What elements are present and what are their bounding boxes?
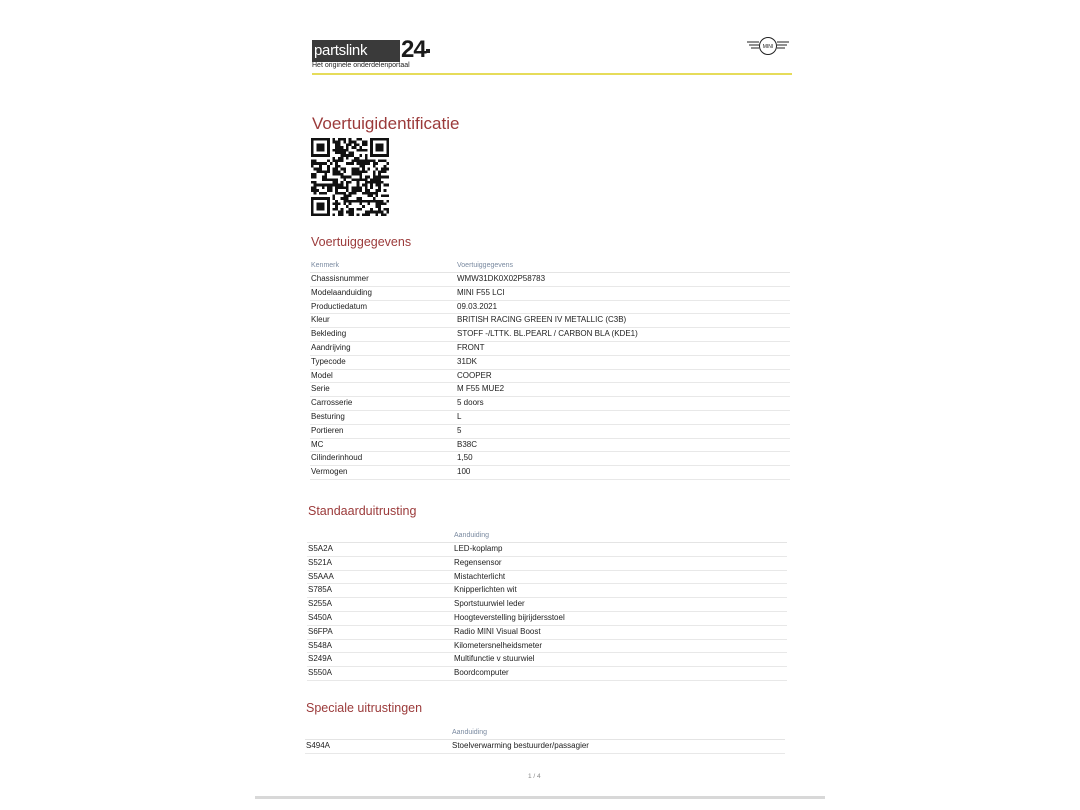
standard-equipment-row: [307, 667, 787, 681]
special-equipment-table: [305, 728, 785, 754]
cell-label: Aandrijving: [311, 342, 351, 352]
cell-desc: Kilometersnelheidsmeter: [454, 640, 543, 650]
standard-equipment-row: [307, 557, 787, 571]
standard-equipment-row: [307, 612, 787, 626]
vehicle-data-row: [310, 356, 790, 370]
vehicle-data-row: [310, 439, 790, 453]
cell-label: Portieren: [311, 425, 344, 435]
vehicle-data-row: [310, 466, 790, 480]
logo-dot: [426, 49, 430, 53]
cell-value: FRONT: [457, 342, 485, 352]
vehicle-data-row: [310, 342, 790, 356]
cell-label: Modelaanduiding: [311, 287, 372, 297]
cell-value: 5 doors: [457, 398, 484, 408]
cell-value: STOFF -/LTTK. BL.PEARL / CARBON BLA (KDE1): [457, 329, 638, 339]
cell-label: Productiedatum: [311, 301, 368, 311]
page-number: 1 / 4: [528, 773, 541, 780]
cell-code: S249A: [308, 654, 333, 664]
vehicle-data-row: [310, 411, 790, 425]
cell-value: 100: [457, 467, 471, 477]
cell-value: 5: [457, 425, 462, 435]
cell-label: Kleur: [311, 315, 330, 325]
standard-equipment-row: [307, 653, 787, 667]
vehicle-data-row: [310, 301, 790, 315]
cell-desc: Knipperlichten wit: [454, 585, 517, 595]
cell-value: L: [457, 411, 462, 421]
standard-equipment-heading: Standaarduitrusting: [308, 504, 417, 518]
header-divider: [312, 73, 792, 75]
page-edge: [255, 796, 825, 799]
cell-label: Cilinderinhoud: [311, 453, 363, 463]
column-header-description: Aanduiding: [452, 729, 488, 736]
standard-equipment-row: [307, 598, 787, 612]
cell-desc: Sportstuurwiel leder: [454, 599, 525, 609]
vehicle-data-row: [310, 425, 790, 439]
vehicle-data-row: [310, 314, 790, 328]
cell-value: 1,50: [457, 453, 473, 463]
cell-label: MC: [311, 439, 324, 449]
cell-code: S494A: [306, 741, 331, 750]
standard-equipment-row: [307, 626, 787, 640]
svg-text:MINI: MINI: [762, 44, 774, 50]
standard-equipment-row: [307, 584, 787, 598]
cell-value: 09.03.2021: [457, 301, 498, 311]
table-header: [305, 728, 785, 740]
vehicle-data-row: [310, 273, 790, 287]
cell-code: S550A: [308, 668, 333, 678]
cell-value: 31DK: [457, 356, 478, 366]
standard-equipment-row: [307, 543, 787, 557]
cell-desc: LED-koplamp: [454, 544, 503, 553]
column-header-description: Aanduiding: [454, 532, 490, 539]
page-title: Voertuigidentificatie: [312, 114, 460, 133]
special-equipment-row: [305, 740, 785, 754]
cell-code: S255A: [308, 599, 333, 609]
cell-label: Vermogen: [311, 467, 348, 477]
cell-value: M F55 MUE2: [457, 384, 505, 394]
cell-value: BRITISH RACING GREEN IV METALLIC (C3B): [457, 315, 627, 325]
logo-text: partslink: [312, 40, 400, 62]
cell-label: Model: [311, 370, 333, 380]
cell-value: COOPER: [457, 370, 492, 380]
vehicle-data-row: [310, 287, 790, 301]
vehicle-data-row: [310, 452, 790, 466]
cell-desc: Boordcomputer: [454, 668, 509, 678]
logo-number: 24: [401, 36, 426, 63]
cell-desc: Multifunctie v stuurwiel: [454, 654, 535, 664]
vehicle-data-table: [310, 261, 790, 480]
cell-code: S450A: [308, 612, 333, 622]
cell-desc: Regensensor: [454, 557, 502, 567]
cell-value: WMW31DK0X02P58783: [457, 274, 546, 283]
cell-desc: Hoogteverstelling bijrijdersstoel: [454, 612, 565, 622]
cell-label: Serie: [311, 384, 330, 394]
cell-label: Bekleding: [311, 329, 347, 339]
column-header-vehicle-data: Voertuiggegevens: [457, 262, 514, 269]
mini-brand-icon: [746, 36, 790, 58]
cell-desc: Radio MINI Visual Boost: [454, 626, 541, 636]
cell-code: S6FPA: [308, 626, 333, 636]
cell-value: B38C: [457, 439, 478, 449]
cell-desc: Mistachterlicht: [454, 571, 506, 581]
special-equipment-heading: Speciale uitrustingen: [306, 701, 423, 715]
cell-code: S521A: [308, 557, 333, 567]
cell-code: S5A2A: [308, 544, 333, 553]
vehicle-data-row: [310, 397, 790, 411]
cell-label: Besturing: [311, 411, 345, 421]
standard-equipment-table: [307, 531, 787, 681]
cell-code: S5AAA: [308, 571, 334, 581]
cell-label: Chassisnummer: [311, 274, 369, 283]
column-header-feature: Kenmerk: [311, 262, 340, 269]
table-header: [307, 531, 787, 543]
cell-label: Carrosserie: [311, 398, 353, 408]
standard-equipment-row: [307, 571, 787, 585]
cell-code: S548A: [308, 640, 333, 650]
vehicle-data-row: [310, 370, 790, 384]
cell-desc: Stoelverwarming bestuurder/passagier: [452, 741, 589, 750]
logo-tagline: Het originele onderdelenportaal: [312, 62, 410, 69]
cell-value: MINI F55 LCI: [457, 287, 505, 297]
vehicle-data-row: [310, 328, 790, 342]
vehicle-data-row: [310, 383, 790, 397]
table-header: [310, 261, 790, 273]
cell-code: S785A: [308, 585, 333, 595]
qr-code-icon: [311, 138, 389, 216]
standard-equipment-row: [307, 640, 787, 654]
vehicle-data-heading: Voertuiggegevens: [311, 235, 412, 249]
cell-label: Typecode: [311, 356, 346, 366]
